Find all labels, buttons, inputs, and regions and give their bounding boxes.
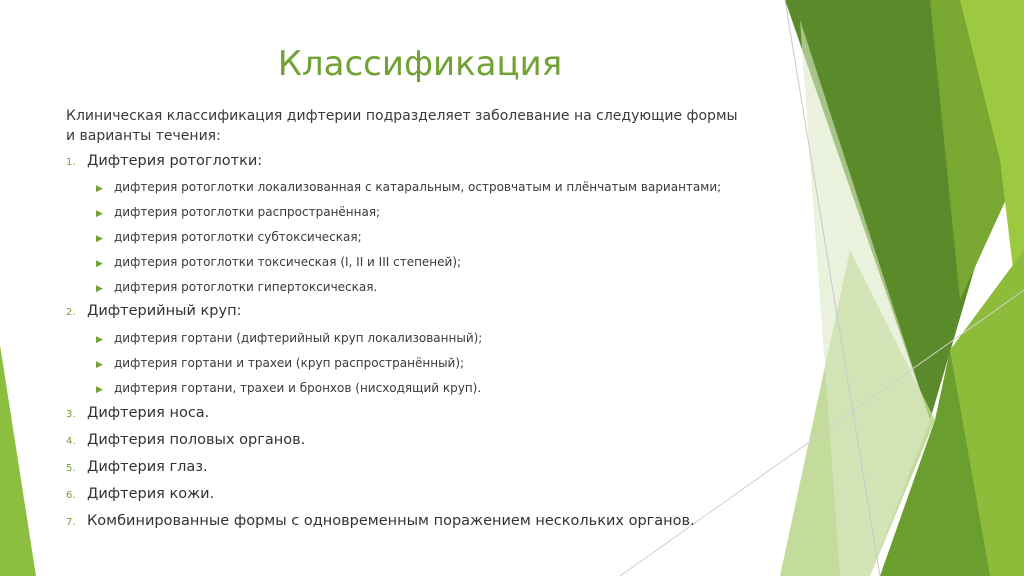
item-number: 7. <box>66 517 76 528</box>
item-number: 2. <box>66 307 76 318</box>
list-subitem <box>96 230 362 244</box>
triangle-right-icon: ▶ <box>96 184 103 194</box>
triangle-right-icon: ▶ <box>96 360 103 370</box>
subitem-text: дифтерия гортани (дифтерийный круп локализованный); <box>114 331 483 345</box>
item-number: 4. <box>66 436 76 447</box>
slide-title: Классификация <box>277 44 563 84</box>
list-subitem <box>96 331 482 345</box>
list-item <box>66 303 241 319</box>
subitem-text: дифтерия ротоглотки гипертоксическая. <box>114 280 378 294</box>
subitem-text: дифтерия гортани, трахеи и бронхов (нисходящий круп). <box>114 381 482 395</box>
list-subitem <box>96 381 481 395</box>
triangle-right-icon: ▶ <box>96 385 103 395</box>
list-item <box>66 432 305 448</box>
item-number: 6. <box>66 490 76 501</box>
item-text: Дифтерия кожи. <box>87 486 215 502</box>
list-subitem <box>96 180 721 194</box>
item-text: Дифтерия половых органов. <box>87 432 306 448</box>
item-number: 3. <box>66 409 76 420</box>
triangle-right-icon: ▶ <box>96 284 103 294</box>
list-subitem <box>96 280 377 294</box>
triangle-right-icon: ▶ <box>96 209 103 219</box>
list-item <box>66 459 208 475</box>
item-text: Дифтерия носа. <box>87 405 210 421</box>
intro-text: Клиническая классификация дифтерии подразделяет заболевание на следующие формы и варианты течения: <box>66 108 738 144</box>
item-text: Дифтерия ротоглотки: <box>87 153 263 169</box>
subitem-text: дифтерия ротоглотки локализованная с катаральным, островчатым и плёнчатым вариантами; <box>114 180 722 194</box>
subitem-text: дифтерия ротоглотки субтоксическая; <box>114 230 362 244</box>
list-item <box>66 513 695 529</box>
item-text: Дифтерия глаз. <box>87 459 208 475</box>
list-item <box>66 405 209 421</box>
list-subitem <box>96 255 461 269</box>
item-number: 1. <box>66 157 76 168</box>
subitem-text: дифтерия гортани и трахеи (круп распространённый); <box>114 356 465 370</box>
list-subitem <box>96 356 464 370</box>
item-number: 5. <box>66 463 76 474</box>
item-text: Дифтерийный круп: <box>87 303 242 319</box>
subitem-text: дифтерия ротоглотки токсическая (I, II и III степеней); <box>114 255 462 269</box>
list-item <box>66 486 214 502</box>
triangle-right-icon: ▶ <box>96 335 103 345</box>
item-text: Комбинированные формы с одновременным поражением нескольких органов. <box>87 513 695 529</box>
subitem-text: дифтерия ротоглотки распространённая; <box>114 205 381 219</box>
list-item <box>66 153 262 169</box>
triangle-right-icon: ▶ <box>96 259 103 269</box>
list-subitem <box>96 205 380 219</box>
triangle-right-icon: ▶ <box>96 234 103 244</box>
